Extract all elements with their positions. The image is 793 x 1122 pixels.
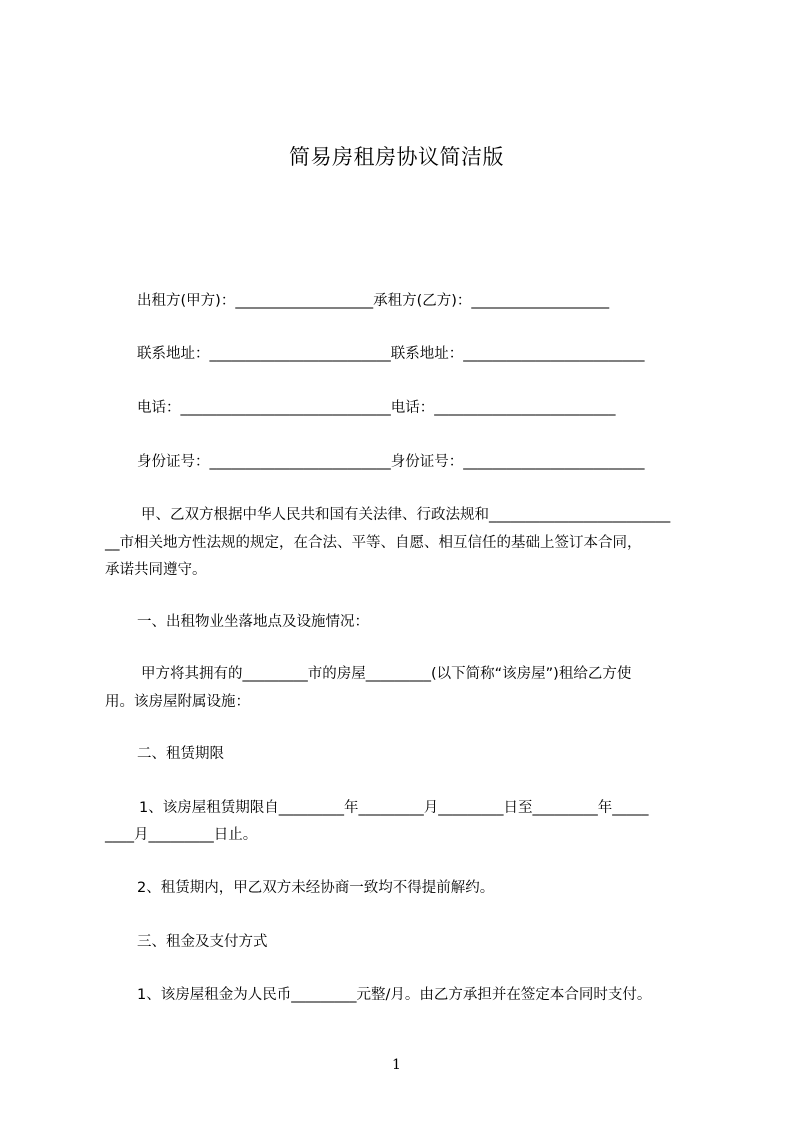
party-address-line: 联系地址：_________________________联系地址：_________________________ [137,346,645,362]
section-1-heading: 一、出租物业坐落地点及设施情况： [137,614,369,630]
section-2-item-1-line-1: 1、该房屋租赁期限自_________年_________月_________日至_________年_____ [139,800,649,816]
section-2-item-1-line-2: ____月_________日止。 [105,827,258,843]
party-id-line: 身份证号：_________________________身份证号：_________________________ [137,454,645,470]
party-names-line: 出租方(甲方)：___________________承租方(乙方)：___________________ [137,293,610,309]
section-2-heading: 二、租赁期限 [137,746,224,762]
party-phone-line: 电话：_____________________________电话：_________________________ [137,400,616,416]
preamble-line-1: 甲、乙双方根据中华人民共和国有关法律、行政法规和_________________________ [141,507,671,523]
section-3-heading: 三、租金及支付方式 [137,934,268,950]
section-3-item-1: 1、该房屋租金为人民币_________元整/月。由乙方承担并在签定本合同时支付。 [137,987,652,1003]
page-number: 1 [392,1057,401,1073]
section-1-line-1: 甲方将其拥有的_________市的房屋_________(以下简称“该房屋”)租给乙方使 [141,666,632,682]
preamble-line-2: __市相关地方性法规的规定，在合法、平等、自愿、相互信任的基础上签订本合同， [105,535,642,551]
preamble-line-3: 承诺共同遵守。 [105,562,207,578]
document-title: 简易房租房协议简洁版 [289,145,504,169]
section-1-line-2: 用。该房屋附属设施： [105,694,250,710]
section-2-item-2: 2、租赁期内，甲乙双方未经协商一致均不得提前解约。 [137,880,495,896]
